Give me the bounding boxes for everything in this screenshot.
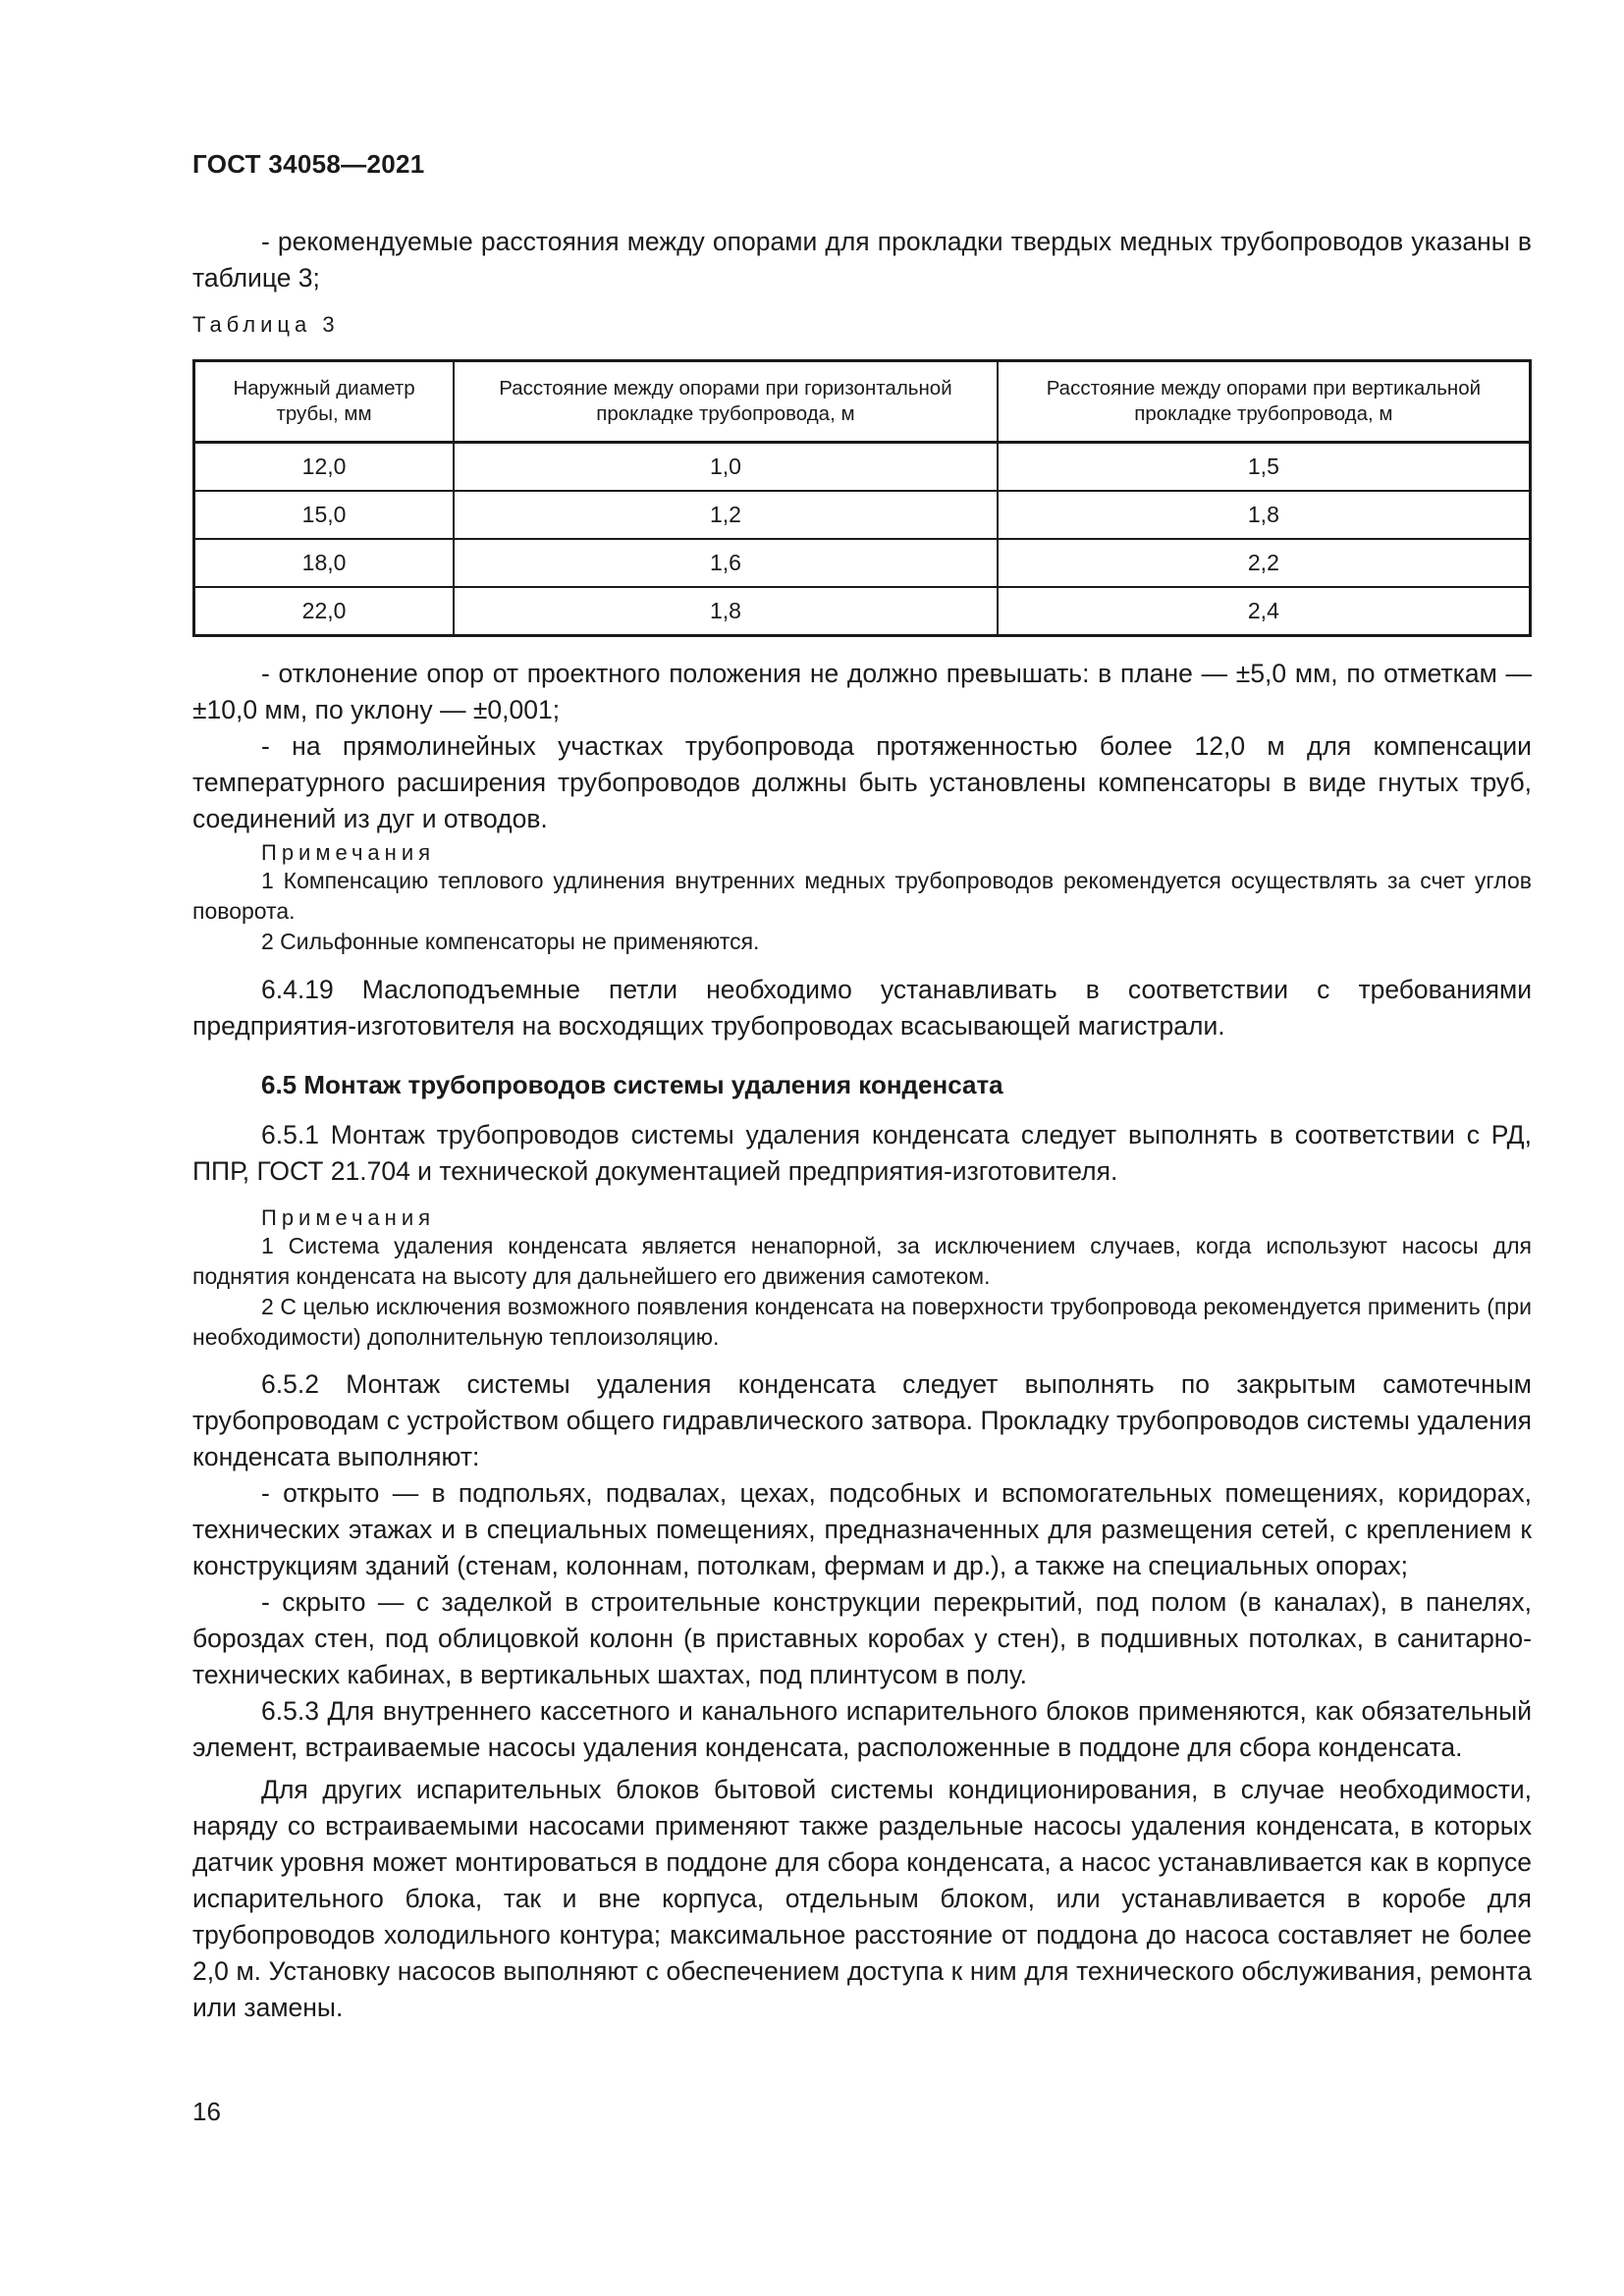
table-caption-text: Таблица 3	[192, 312, 340, 337]
table-cell: 22,0	[194, 587, 455, 636]
paragraph-6-5-2: 6.5.2 Монтаж системы удаления конденсата следует выполнять по закрытым самотечным трубопроводам с устройством общего гидравлического затвора. Прокладку трубопроводов системы удаления конденсата выполняют: - открыто — в подпольях, подвалах, цехах, подсобных и вспомогательных помещениях, коридорах, технических этажах и в специальных помещениях, предназначенных для размещения сетей, с креплением к конструкциям зданий (стенам, колоннам, потолкам, фермам и др.), а также на специальных опорах; - скрыто — с заделкой в строительные конструкции перекрытий, под полом (в каналах), в панелях, бороздах стен, под облицовкой колонн (в приставных коробах у стен), в подшивных потолках, в санитарно-технических кабинах, в вертикальных шахтах, под плинтусом в полу. 6.5.3 Для внутреннего кассетного и канального испарительного блоков применяются, как обязательный элемент, встраиваемые насосы удаления конденсата, расположенные в поддоне для сбора конденсата. Для других испарительных блоков бытовой системы кондиционирования, в случае необходимости, наряду со встраиваемыми насосами применяют также раздельные насосы удаления конденсата, в которых датчик уровня может монтироваться в поддоне для сбора конденсата, а насос устанавливается как в корпусе испарительного блока, так и вне корпуса, отдельным блоком, или устанавливается в коробе для трубопроводов холодильного контура; максимальное расстояние от поддона до насоса составляет не более 2,0 м. Установку насосов выполняют с обеспечением доступа к ним для технического обслуживания, ремонта или замены.	[192, 1366, 1532, 2026]
bullets-after-table	[192, 656, 1532, 837]
paragraph-other-units: Для других испарительных блоков бытовой системы кондиционирования, в случае необходимости, наряду со встраиваемыми насосами применяют также раздельные насосы удаления конденсата, в которых датчик уровня может монтироваться в поддоне для сбора конденсата, а насос устанавливается как в корпусе испарительного блока, так и вне корпуса, отдельным блоком, или устанавливается в коробе для трубопроводов холодильного контура; максимальное расстояние от поддона до насоса составляет не более 2,0 м. Установку насосов выполняют с обеспечением доступа к ним для технического обслуживания, ремонта или замены.	[192, 1775, 1532, 2022]
table-cell: 1,8	[454, 587, 998, 636]
note-item: 2 Сильфонные компенсаторы не применяются.	[261, 929, 760, 954]
table-cell: 1,5	[998, 443, 1531, 492]
notes-title: Примечания	[261, 1205, 436, 1230]
page-number: 16	[192, 2097, 221, 2126]
note-item: 2 С целью исключения возможного появления конденсата на поверхности трубопровода рекомендуется применить (при необходимости) дополнительную теплоизоляцию.	[192, 1294, 1532, 1350]
bullet-compensators: - на прямолинейных участках трубопровода протяженностью более 12,0 м для компенсации температурного расширения трубопроводов должны быть установлены компенсаторы в виде гнутых труб, соединений из дуг и отводов.	[192, 731, 1532, 833]
header-cell-vertical: Расстояние между опорами при вертикальной прокладке трубопровода, м	[998, 361, 1531, 443]
table-cell: 1,0	[454, 443, 998, 492]
table-caption	[192, 312, 1532, 338]
table-row	[194, 587, 1531, 636]
table-cell: 12,0	[194, 443, 455, 492]
bullet-open: - открыто — в подпольях, подвалах, цехах, подсобных и вспомогательных помещениях, коридорах, технических этажах и в специальных помещениях, предназначенных для размещения сетей, с креплением к конструкциям зданий (стенам, колоннам, потолкам, фермам и др.), а также на специальных опорах;	[192, 1478, 1532, 1580]
section-heading-6-5: 6.5 Монтаж трубопроводов системы удаления конденсата	[261, 1070, 1003, 1099]
notes-block-1	[192, 840, 1532, 957]
notes-block-2	[192, 1205, 1532, 1353]
bullet-hidden: - скрыто — с заделкой в строительные конструкции перекрытий, под полом (в каналах), в панелях, бороздах стен, под облицовкой колонн (в приставных коробах у стен), в подшивных потолках, в санитарно-технических кабинах, в вертикальных шахтах, под плинтусом в полу.	[192, 1587, 1532, 1689]
notes-title: Примечания	[261, 840, 436, 865]
table-header-row	[194, 361, 1531, 443]
table-cell: 1,8	[998, 491, 1531, 539]
intro-text: - рекомендуемые расстояния между опорами для прокладки твердых медных трубопроводов указаны в таблице 3;	[192, 227, 1532, 293]
table-cell: 1,6	[454, 539, 998, 587]
paragraph-6-5-1: 6.5.1 Монтаж трубопроводов системы удаления конденсата следует выполнять в соответствии с РД, ППР, ГОСТ 21.704 и технической документацией предприятия-изготовителя.	[192, 1120, 1532, 1186]
table-cell: 18,0	[194, 539, 455, 587]
header-cell-horizontal: Расстояние между опорами при горизонтальной прокладке трубопровода, м	[454, 361, 998, 443]
table-cell: 2,4	[998, 587, 1531, 636]
table-cell: 15,0	[194, 491, 455, 539]
table-row	[194, 539, 1531, 587]
paragraph-6-5-3: 6.5.3 Для внутреннего кассетного и канального испарительного блоков применяются, как обязательный элемент, встраиваемые насосы удаления конденсата, расположенные в поддоне для сбора конденсата.	[192, 1696, 1532, 1762]
supports-distance-table	[192, 359, 1532, 637]
paragraph-6-4-19: 6.4.19 Маслоподъемные петли необходимо устанавливать в соответствии с требованиями предприятия-изготовителя на восходящих трубопроводах всасывающей магистрали.	[192, 975, 1532, 1041]
document-header: ГОСТ 34058—2021	[192, 149, 425, 179]
intro-paragraph	[192, 224, 1532, 296]
note-item: 1 Система удаления конденсата является ненапорной, за исключением случаев, когда используют насосы для поднятия конденсата на высоту для дальнейшего его движения самотеком.	[192, 1233, 1532, 1289]
table-row	[194, 491, 1531, 539]
bullet-deviation: - отклонение опор от проектного положения не должно превышать: в плане — ±5,0 мм, по отметкам — ±10,0 мм, по уклону — ±0,001;	[192, 659, 1532, 724]
table-cell: 2,2	[998, 539, 1531, 587]
header-cell-diameter: Наружный диаметр трубы, мм	[194, 361, 455, 443]
table-cell: 1,2	[454, 491, 998, 539]
note-item: 1 Компенсацию теплового удлинения внутренних медных трубопроводов рекомендуется осуществлять за счет углов поворота.	[192, 868, 1532, 924]
table-row	[194, 443, 1531, 492]
